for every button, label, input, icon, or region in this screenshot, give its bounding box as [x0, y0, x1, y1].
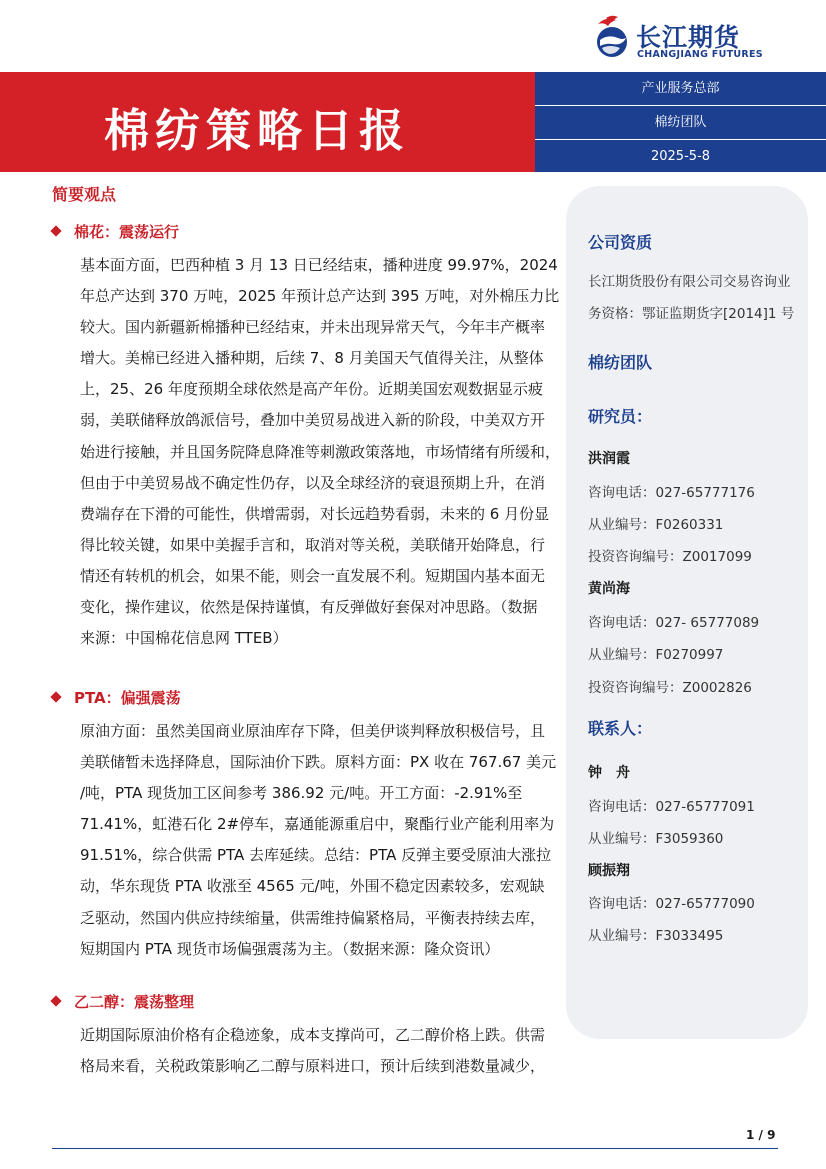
paragraph-line: 变化，操作建议，依然是保持谨慎，有反弹做好套保对冲思路。（数据 — [80, 598, 538, 617]
paragraph-line: /吨，PTA 现货加工区间参考 386.92 元/吨。开工方面：-2.91%至 — [80, 784, 523, 803]
logo-cn-text: 长江期货 — [636, 23, 741, 52]
info-sidebar — [566, 186, 808, 1039]
report-date: 2025-5-8 — [650, 149, 710, 164]
paragraph-line: 增大。美棉已经进入播种期，后续 7、8 月美国天气值得关注，从整体 — [80, 349, 544, 368]
title-banner — [0, 72, 826, 172]
researcher-license: 从业编号：F0260331 — [588, 517, 724, 533]
contact-heading: 联系人： — [588, 719, 653, 738]
paragraph-line: 上，25、26 年度预期全球依然是高产年份。近期美国宏观数据显示疲 — [80, 380, 543, 399]
contact-name: 钟 舟 — [588, 765, 630, 781]
researcher-name: 洪润霞 — [588, 451, 630, 467]
pta-heading — [52, 687, 181, 708]
contact-phone: 咨询电话：027-65777090 — [588, 896, 755, 912]
paragraph-line: 但由于中美贸易战不确定性仍存，以及全球经济的衰退预期上升，在消 — [80, 473, 546, 492]
company-line: 长江期货股份有限公司交易咨询业 — [588, 274, 791, 290]
paragraph-line: 弱，美联储释放鸽派信号，叠加中美贸易战进入新的阶段，中美双方开 — [80, 411, 546, 430]
paragraph-line: 乏驱动，然国内供应持续缩量，供需维持偏紧格局，平衡表持续去库， — [80, 908, 546, 927]
paragraph-line: 动，华东现货 PTA 收涨至 4565 元/吨，外围不稳定因素较多，宏观缺 — [80, 877, 545, 896]
section-title: 简要观点 — [52, 185, 117, 204]
paragraph-line: 年总产达到 370 万吨，2025 年预计总产达到 395 万吨，对外棉压力比 — [80, 287, 560, 306]
contact-phone: 咨询电话：027-65777091 — [588, 799, 755, 815]
meg-paragraph — [80, 1020, 546, 1082]
page-number: 1 / 9 — [746, 1128, 776, 1142]
paragraph-line: 情还有转机的机会，如果不能，则会一直发展不利。短期国内基本面无 — [80, 566, 546, 585]
contact-name: 顾振翔 — [588, 863, 630, 879]
researcher-name: 黄尚海 — [588, 581, 630, 597]
contact-license: 从业编号：F3033495 — [588, 928, 724, 944]
researcher-advisor-id: 投资咨询编号：Z0017099 — [588, 549, 752, 565]
company-logo — [592, 14, 762, 60]
pta-heading-text: PTA：偏强震荡 — [74, 689, 181, 707]
contact-license: 从业编号：F3059360 — [588, 831, 724, 847]
cotton-heading-text: 棉花：震荡运行 — [74, 223, 180, 241]
researcher-heading: 研究员： — [588, 407, 653, 426]
researcher-advisor-id: 投资咨询编号：Z0002826 — [588, 680, 752, 696]
paragraph-line: 近期国际原油价格有企稳迹象，成本支撑尚可，乙二醇价格上跌。供需 — [80, 1026, 546, 1044]
paragraph-line: 得比较关键，如果中美握手言和，取消对等关税，美联储开始降息，行 — [80, 535, 546, 554]
company-line: 务资格：鄂证监期货字[2014]1 号 — [588, 306, 795, 322]
cotton-paragraph — [80, 250, 561, 654]
paragraph-line: 始进行接触，并且国务院降息降准等刺激政策落地，市场情绪有所缓和， — [80, 442, 561, 461]
diamond-bullet-icon — [50, 995, 61, 1006]
diamond-bullet-icon — [50, 691, 61, 702]
diamond-bullet-icon — [50, 225, 61, 236]
paragraph-line: 91.51%，综合供需 PTA 去库延续。总结：PTA 反弹主要受原油大涨拉 — [80, 846, 552, 865]
paragraph-line: 费端存在下滑的可能性，供增需弱，对长远趋势看弱，未来的 6 月份显 — [80, 504, 550, 523]
company-heading: 公司资质 — [588, 233, 653, 252]
footer-divider — [52, 1148, 778, 1149]
changjiang-logo-icon — [592, 14, 632, 60]
paragraph-line: 来源：中国棉花信息网 TTEB） — [80, 629, 288, 648]
logo-en-text: CHANGJIANG FUTURES — [637, 49, 763, 60]
paragraph-line: 基本面方面，巴西种植 3 月 13 日已经结束，播种进度 99.97%，2024 — [80, 256, 558, 274]
researcher-license: 从业编号：F0270997 — [588, 647, 724, 663]
meg-heading-text: 乙二醇：震荡整理 — [74, 993, 195, 1011]
paragraph-line: 格局来看，关税政策影响乙二醇与原料进口，预计后续到港数量减少， — [80, 1057, 546, 1076]
team-heading: 棉纺团队 — [588, 353, 653, 372]
paragraph-line: 71.41%，虹港石化 2#停车，嘉通能源重启中，聚酯行业产能利用率为 — [80, 815, 555, 834]
researcher-phone: 咨询电话：027-65777176 — [588, 485, 755, 501]
pta-paragraph — [80, 716, 557, 965]
department-label: 产业服务总部 — [641, 81, 720, 96]
team-label: 棉纺团队 — [654, 115, 707, 130]
banner-info-panel — [535, 72, 826, 172]
meg-heading — [52, 991, 194, 1012]
paragraph-line: 美联储暂未选择降息，国际油价下跌。原料方面：PX 收在 767.67 美元 — [80, 753, 557, 772]
cotton-heading — [52, 221, 179, 242]
researcher-phone: 咨询电话：027- 65777089 — [588, 615, 760, 631]
paragraph-line: 较大。国内新疆新棉播种已经结束，并未出现异常天气，今年丰产概率 — [80, 318, 546, 337]
paragraph-line: 短期国内 PTA 现货市场偏强震荡为主。（数据来源：隆众资讯） — [80, 939, 500, 958]
paragraph-line: 原油方面：虽然美国商业原油库存下降，但美伊谈判释放积极信号，且 — [80, 722, 546, 740]
report-title: 棉纺策略日报 — [104, 104, 411, 157]
